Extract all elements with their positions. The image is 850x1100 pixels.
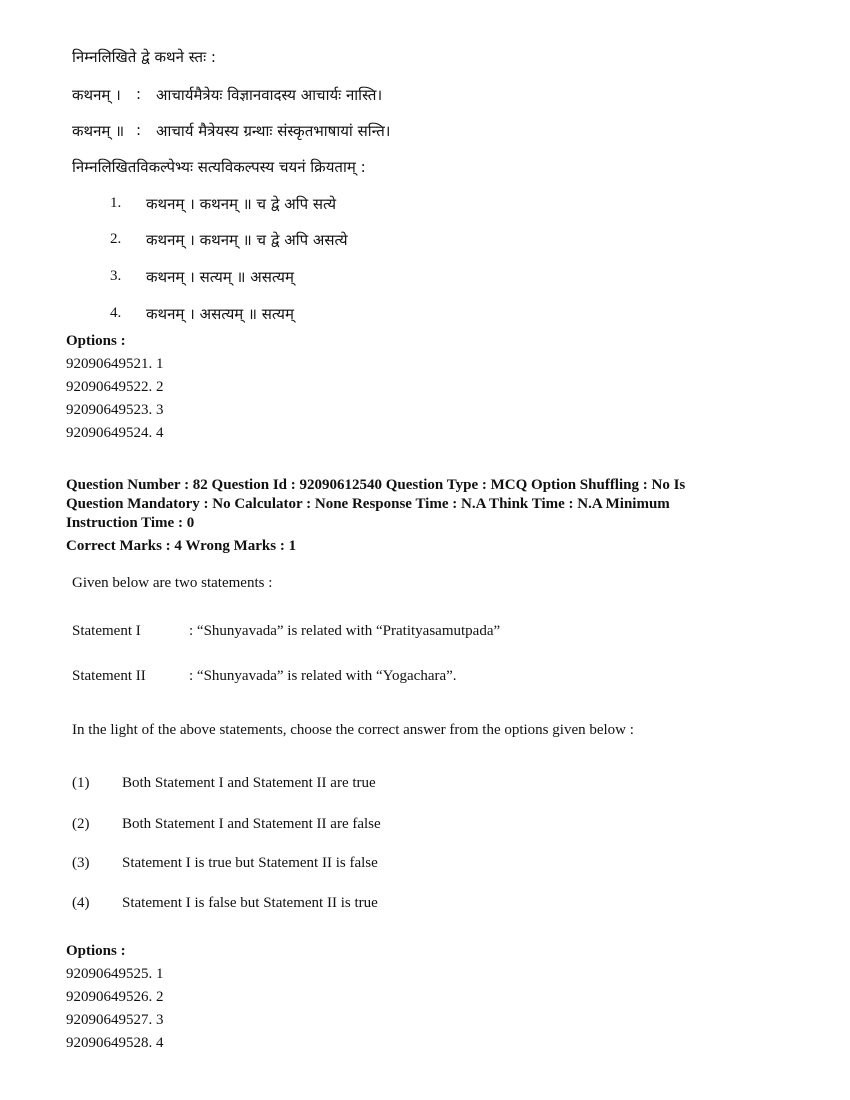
- q82-meta-line-3: Instruction Time : 0: [66, 515, 195, 531]
- q82-choice-1-num: (1): [72, 775, 90, 791]
- q81-choice-4-num: 4.: [110, 305, 122, 321]
- q81-intro: निम्नलिखिते द्वे कथने स्तः :: [72, 48, 216, 66]
- q82-option-3: 92090649527. 3: [66, 1012, 164, 1028]
- q82-choice-4-text: Statement I is false but Statement II is true: [122, 895, 378, 911]
- q81-statement-1-sep: :: [136, 85, 142, 103]
- q82-choice-1-text: Both Statement I and Statement II are true: [122, 775, 376, 791]
- q81-choice-1-num: 1.: [110, 195, 122, 211]
- q81-choice-1-text: कथनम् । कथनम् ॥ च द्वे अपि सत्ये: [146, 195, 337, 213]
- q82-prompt: In the light of the above statements, choose the correct answer from the options given below :: [72, 722, 634, 738]
- q82-meta-line-1: Question Number : 82 Question Id : 92090612540 Question Type : MCQ Option Shuffling : No Is: [66, 477, 686, 493]
- q81-statement-1-text: आचार्यमैत्रेयः विज्ञानवादस्य आचार्यः नास्ति।: [156, 86, 383, 104]
- q82-choice-3-num: (3): [72, 855, 90, 871]
- q82-choice-2-num: (2): [72, 816, 90, 832]
- q81-statement-2-label: कथनम् ॥: [72, 122, 125, 140]
- q81-statement-1-label: कथनम् ।: [72, 86, 121, 104]
- q81-choice-3-text: कथनम् । सत्यम् ॥ असत्यम्: [146, 268, 294, 286]
- q82-meta-line-2: Question Mandatory : No Calculator : None Response Time : N.A Think Time : N.A Minimum: [66, 496, 670, 512]
- q81-option-3: 92090649523. 3: [66, 402, 164, 418]
- q82-option-2: 92090649526. 2: [66, 989, 164, 1005]
- q82-statement-2-text: : “Shunyavada” is related with “Yogachara”.: [189, 668, 457, 684]
- q82-statement-2-label: Statement II: [72, 668, 146, 684]
- q81-statement-2-sep: :: [136, 121, 142, 139]
- q81-option-4: 92090649524. 4: [66, 425, 164, 441]
- q82-marks: Correct Marks : 4 Wrong Marks : 1: [66, 538, 297, 554]
- q82-option-4: 92090649528. 4: [66, 1035, 164, 1051]
- q82-options-label: Options :: [66, 943, 126, 959]
- q81-option-1: 92090649521. 1: [66, 356, 164, 372]
- q81-choice-2-text: कथनम् । कथनम् ॥ च द्वे अपि असत्ये: [146, 231, 348, 249]
- q81-option-2: 92090649522. 2: [66, 379, 164, 395]
- q82-intro: Given below are two statements :: [72, 575, 273, 591]
- q81-statement-2-text: आचार्य मैत्रेयस्य ग्रन्थाः संस्कृतभाषायां सन्ति।: [156, 122, 391, 140]
- q82-statement-1-label: Statement I: [72, 623, 141, 639]
- q82-option-1: 92090649525. 1: [66, 966, 164, 982]
- q82-choice-4-num: (4): [72, 895, 90, 911]
- q82-choice-3-text: Statement I is true but Statement II is false: [122, 855, 378, 871]
- q82-choice-2-text: Both Statement I and Statement II are false: [122, 816, 381, 832]
- q82-statement-1-text: : “Shunyavada” is related with “Pratityasamutpada”: [189, 623, 501, 639]
- q81-prompt: निम्नलिखितविकल्पेभ्यः सत्यविकल्पस्य चयनं क्रियताम् :: [72, 158, 366, 176]
- q81-choice-3-num: 3.: [110, 268, 122, 284]
- q81-choice-4-text: कथनम् । असत्यम् ॥ सत्यम्: [146, 305, 294, 323]
- q81-options-label: Options :: [66, 333, 126, 349]
- q81-choice-2-num: 2.: [110, 231, 122, 247]
